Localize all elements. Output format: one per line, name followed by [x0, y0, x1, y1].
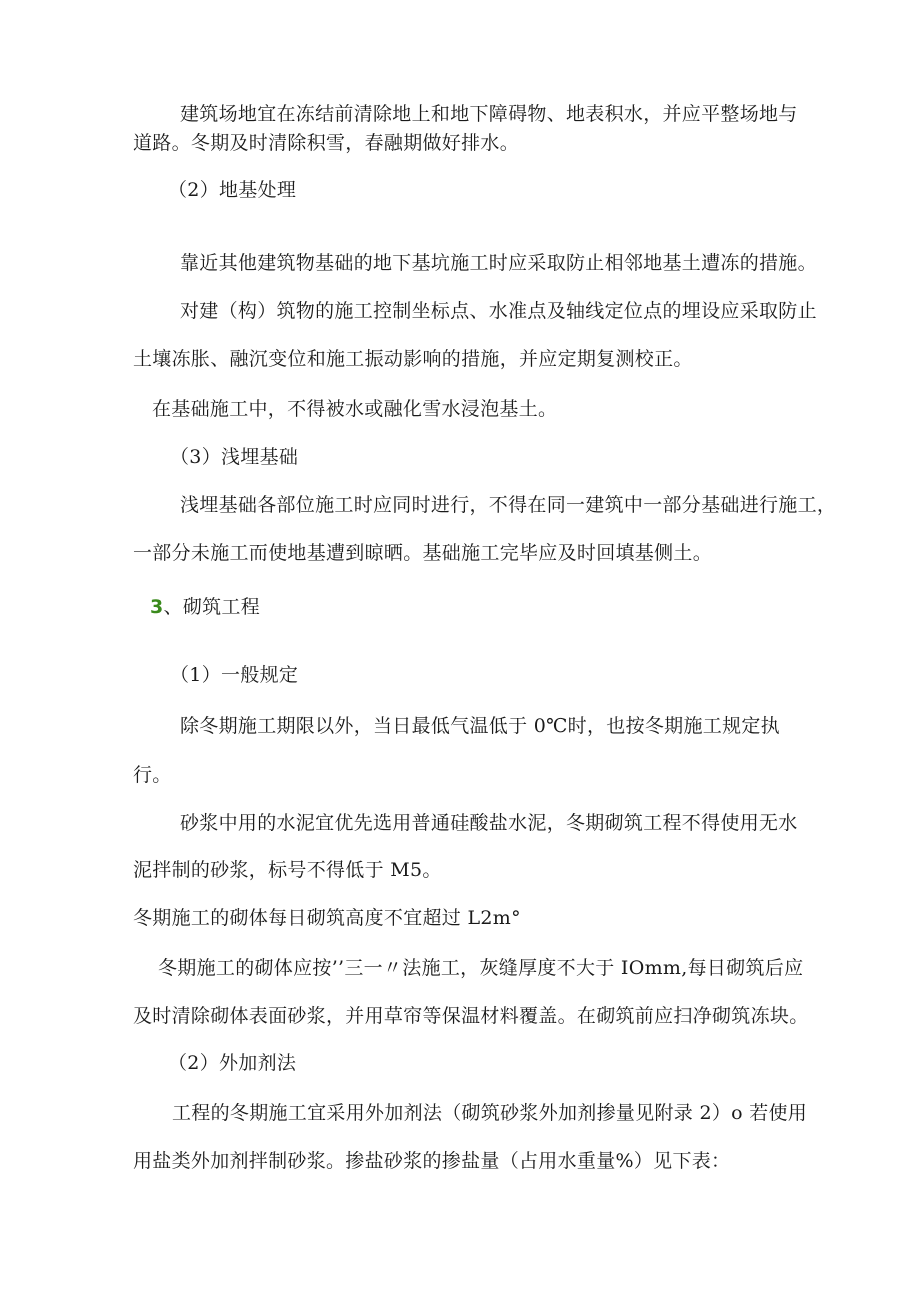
paragraph-control-points-line2: 土壤冻胀、融沉变位和施工振动影响的措施，并应定期复测校正。 — [133, 348, 693, 370]
paragraph-site-line1: 建筑场地宜在冻结前清除地上和地下障碍物、地表积水，并应平整场地与 — [180, 103, 798, 125]
paragraph-temperature-line1: 除冬期施工期限以外，当日最低气温低于 0℃时，也按冬期施工规定执 — [180, 715, 780, 737]
chapter-number: 3 — [150, 596, 164, 618]
section-shallow: （3）浅埋基础 — [170, 446, 299, 468]
paragraph-height: 冬期施工的砌体每日砌筑高度不宜超过 L2m° — [133, 907, 521, 929]
paragraph-site-line2: 道路。冬期及时清除积雪，春融期做好排水。 — [133, 132, 520, 154]
paragraph-mortar-line1: 砂浆中用的水泥宜优先选用普通硅酸盐水泥，冬期砌筑工程不得使用无水 — [180, 812, 798, 834]
section-admixture: （2）外加剂法 — [168, 1052, 297, 1074]
section-general: （1）一般规定 — [170, 664, 299, 686]
paragraph-adjacent: 靠近其他建筑物基础的地下基坑施工时应采取防止相邻地基土遭冻的措施。 — [180, 252, 817, 274]
paragraph-control-points-line1: 对建（构）筑物的施工控制坐标点、水准点及轴线定位点的埋设应采取防止 — [180, 300, 817, 322]
paragraph-temperature-line2: 行。 — [133, 764, 172, 786]
paragraph-shallow-line1: 浅埋基础各部位施工时应同时进行，不得在同一建筑中一部分基础进行施工， — [180, 494, 837, 516]
paragraph-no-soak: 在基础施工中，不得被水或融化雪水浸泡基土。 — [152, 398, 558, 420]
chapter-masonry-heading — [150, 594, 260, 620]
paragraph-method-line1: 冬期施工的砌体应按’’三一〃法施工，灰缝厚度不大于 IOmm,每日砌筑后应 — [158, 957, 804, 979]
section-foundation-treatment: （2）地基处理 — [168, 179, 297, 201]
paragraph-shallow-line2: 一部分未施工而使地基遭到晾晒。基础施工完毕应及时回填基侧土。 — [133, 542, 713, 564]
paragraph-method-line2: 及时清除砌体表面砂浆，并用草帘等保温材料覆盖。在砌筑前应扫净砌筑冻块。 — [133, 1005, 809, 1027]
chapter-title: 、砌筑工程 — [163, 596, 261, 618]
paragraph-admixture-line2: 用盐类外加剂拌制砂浆。掺盐砂浆的掺盐量（占用水重量%）见下表： — [133, 1150, 731, 1172]
paragraph-mortar-line2: 泥拌制的砂浆，标号不得低于 M5。 — [133, 859, 442, 881]
paragraph-admixture-line1: 工程的冬期施工宜采用外加剂法（砌筑砂浆外加剂掺量见附录 2）o 若使用 — [172, 1102, 808, 1124]
